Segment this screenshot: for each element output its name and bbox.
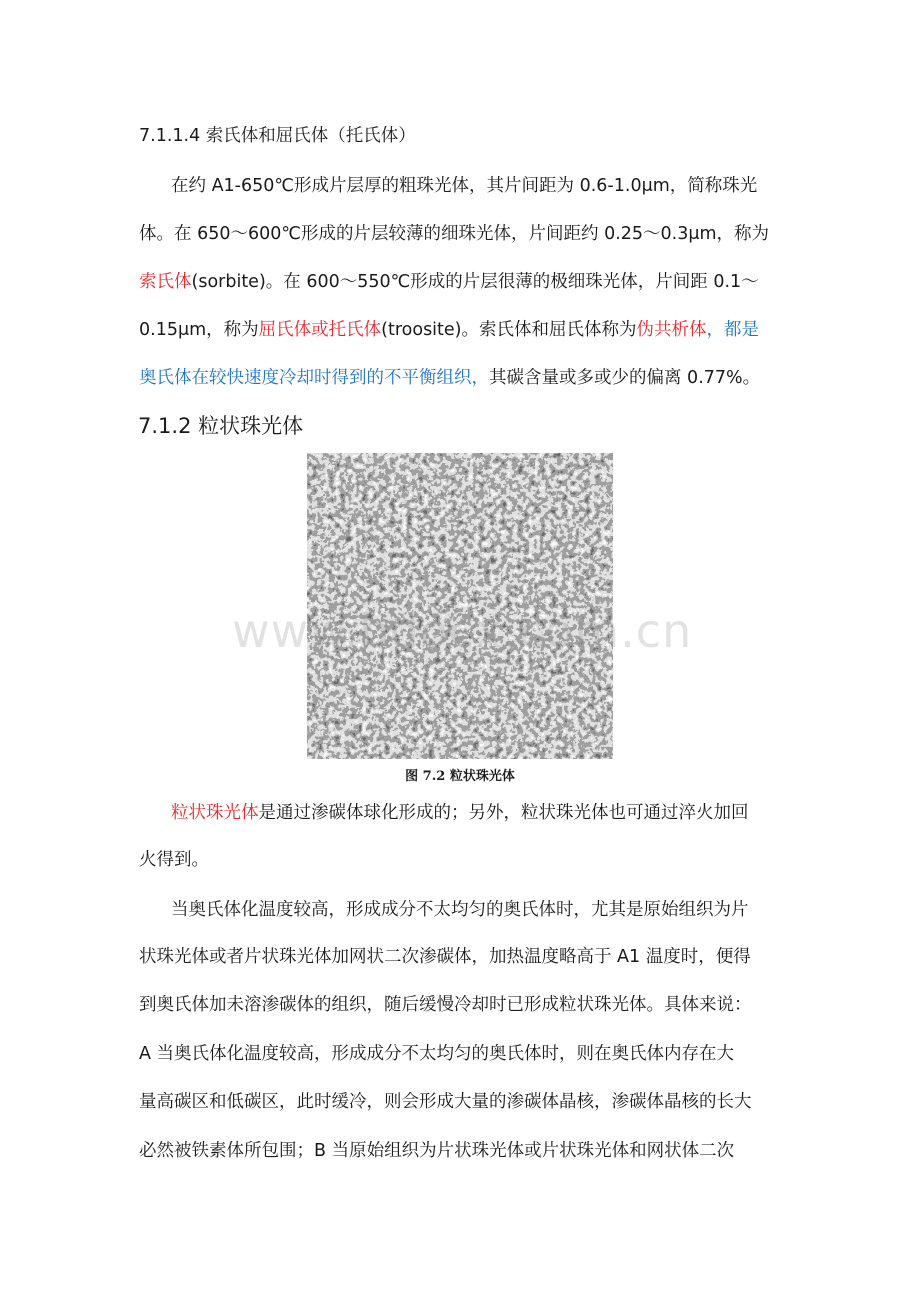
paragraph-2-line-1 [171,801,749,825]
paragraph-1-line-3 [139,270,759,294]
term-granular-pearlite: 粒状珠光体 [171,803,259,823]
paragraph-3-line-5: 量高碳区和低碳区，此时缓冷，则会形成大量的渗碳体晶核，渗碳体晶核的长大 [139,1092,752,1112]
highlight-text-2: 奥氏体在较快速度冷却时得到的不平衡组织， [139,368,489,388]
paragraph-3-line-4: A 当奥氏体化温度较高，形成成分不太均匀的奥氏体时，则在奥氏体内存在大 [139,1044,735,1064]
paragraph-1-line-5-text: 其碳含量或多或少的偏离 0.77%。 [489,368,761,388]
watermark-text: www.bdocx.com.cn [232,604,693,658]
section-heading: 7.1.1.4 索氏体和屈氏体（托氏体） [139,126,416,146]
paragraph-1-line-5 [139,366,760,390]
paragraph-1-line-4-b: (troosite)。索氏体和屈氏体称为 [381,320,637,340]
paragraph-3-line-3: 到奥氏体加未溶渗碳体的组织，随后缓慢冷却时已形成粒状珠光体。具体来说： [139,995,752,1015]
paragraph-1-line-2: 体。在 650～600℃形成的片层较薄的细珠光体，片间距约 0.25～0.3μm，称为 [139,224,770,244]
paragraph-2-line-1-text: 是通过渗碳体球化形成的；另外，粒状珠光体也可通过淬火加回 [258,803,749,823]
paragraph-1-line-4 [139,318,759,342]
paragraph-3-line-6: 必然被铁素体所包围；B 当原始组织为片状珠光体或片状珠光体和网状体二次 [139,1141,735,1161]
term-troosite: 屈氏体或托氏体 [258,320,382,340]
term-sorbite: 索氏体 [139,272,192,292]
figure-caption: 图 7.2 粒状珠光体 [405,769,515,784]
paragraph-1-line-1: 在约 A1-650℃形成片层厚的粗珠光体，其片间距为 0.6-1.0μm，简称珠光 [171,176,758,196]
subsection-heading: 7.1.2 粒状珠光体 [138,414,304,438]
paragraph-2-line-2: 火得到。 [139,850,209,870]
highlight-text-1: ，都是 [706,320,760,340]
paragraph-3-line-1: 当奥氏体化温度较高，形成成分不太均匀的奥氏体时，尤其是原始组织为片 [171,900,749,920]
term-pseudo-eutectoid: 伪共析体 [636,320,707,340]
paragraph-1-line-3-text: (sorbite)。在 600～550℃形成的片层很薄的极细珠光体，片间距 0.1～ [191,272,759,292]
paragraph-3-line-2: 状珠光体或者片状珠光体加网状二次渗碳体，加热温度略高于 A1 温度时，便得 [139,947,751,967]
paragraph-1-line-4-a: 0.15μm，称为 [139,320,259,340]
